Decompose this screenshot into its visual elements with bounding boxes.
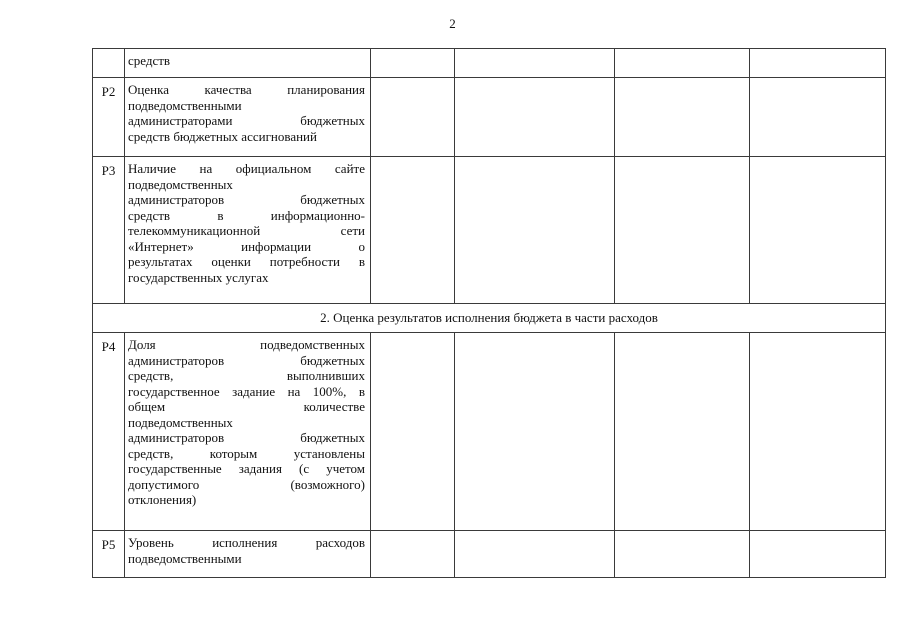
description-line: средств xyxy=(128,53,171,68)
empty-cell xyxy=(615,157,750,304)
table-row xyxy=(93,78,886,157)
empty-cell xyxy=(615,531,750,578)
description-line: подведомственными xyxy=(128,97,242,113)
description-line: государственные задания (с учетом xyxy=(128,461,365,476)
page-number: 2 xyxy=(449,16,456,31)
row-description xyxy=(125,531,371,578)
description-line: средств бюджетных ассигнований xyxy=(128,128,317,144)
description-line: администраторов бюджетных xyxy=(128,430,365,445)
description-line: государственное задание на 100%, в xyxy=(128,383,365,399)
empty-cell xyxy=(750,157,886,304)
evaluation-table xyxy=(92,48,886,578)
description-line: государственных услугах xyxy=(128,269,269,285)
empty-cell xyxy=(455,531,615,578)
description-line: средств в информационно- xyxy=(128,207,365,223)
description-line: средств, выполнивших xyxy=(128,368,365,383)
row-code xyxy=(93,49,125,78)
empty-cell xyxy=(615,49,750,78)
section-heading: 2. Оценка результатов исполнения бюджета в части расходов xyxy=(93,304,886,333)
table-row xyxy=(93,531,886,578)
table-row xyxy=(93,304,886,333)
row-code: P3 xyxy=(93,157,125,304)
empty-cell xyxy=(371,531,455,578)
table-row xyxy=(93,49,886,78)
empty-cell xyxy=(750,531,886,578)
row-code: P4 xyxy=(93,333,125,531)
empty-cell xyxy=(455,333,615,531)
description-line: администраторов бюджетных xyxy=(128,192,365,207)
description-line: администраторами бюджетных xyxy=(128,113,365,128)
empty-cell xyxy=(750,333,886,531)
empty-cell xyxy=(615,78,750,157)
description-line: отклонения) xyxy=(128,492,197,507)
empty-cell xyxy=(750,49,886,78)
description-line: Оценка качества планирования xyxy=(128,82,365,97)
table-row xyxy=(93,157,886,304)
description-line: средств, которым установлены xyxy=(128,445,365,461)
row-description xyxy=(125,49,371,78)
empty-cell xyxy=(455,49,615,78)
description-line: общем количестве xyxy=(128,399,365,414)
description-line: Уровень исполнения расходов xyxy=(128,535,365,550)
empty-cell xyxy=(455,78,615,157)
description-line: телекоммуникационной сети xyxy=(128,223,365,238)
row-code: P5 xyxy=(93,531,125,578)
row-description xyxy=(125,78,371,157)
description-line: Доля подведомственных xyxy=(128,337,365,352)
description-line: подведомственными xyxy=(128,550,242,566)
description-line: «Интернет» информации о xyxy=(128,238,365,254)
table-row xyxy=(93,333,886,531)
empty-cell xyxy=(371,49,455,78)
empty-cell xyxy=(750,78,886,157)
description-line: подведомственных xyxy=(128,414,233,430)
empty-cell xyxy=(371,333,455,531)
row-description xyxy=(125,333,371,531)
row-code: P2 xyxy=(93,78,125,157)
description-line: допустимого (возможного) xyxy=(128,476,365,492)
description-line: администраторов бюджетных xyxy=(128,352,365,368)
empty-cell xyxy=(455,157,615,304)
row-description xyxy=(125,157,371,304)
description-line: подведомственных xyxy=(128,176,233,192)
description-line: результатах оценки потребности в xyxy=(128,254,365,269)
empty-cell xyxy=(371,157,455,304)
empty-cell xyxy=(615,333,750,531)
description-line: Наличие на официальном сайте xyxy=(128,161,365,176)
empty-cell xyxy=(371,78,455,157)
